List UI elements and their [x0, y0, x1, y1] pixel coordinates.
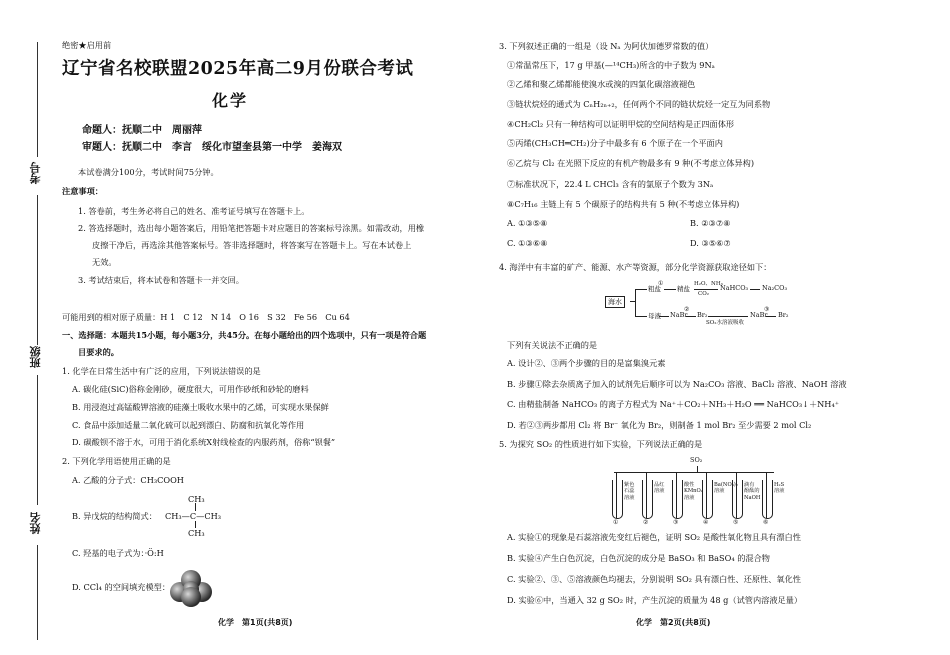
q2-option-c: C. 羟基的电子式为：·Ö:H: [72, 548, 164, 558]
tube-number: ①: [613, 519, 619, 526]
arrow-5: [686, 316, 696, 317]
tube-label: [774, 482, 784, 495]
tube-label-line-2: KMnO₄: [684, 488, 703, 495]
q5-option-a: A. 实验①的现象是石蕊溶液先变红后褪色，证明 SO₂ 是酸性氧化物且具有漂白性: [507, 532, 801, 542]
q3-item-3: ③链状烷烃的通式为 CₙH₂ₙ₊₂，任何两个不同的链状烷烃一定互为同系物: [507, 99, 771, 109]
tube-label: [684, 482, 703, 501]
q5-stem: 5. 为探究 SO₂ 的性质进行如下实验，下列说法正确的是: [499, 439, 703, 449]
arrow-4: [659, 316, 669, 317]
q1-option-c: C. 食品中添加适量二氧化硫可以起到漂白、防腐和抗氧化等作用: [72, 420, 305, 430]
q3-item-5: ⑤丙烯(CH₃CH═CH₂)分子中最多有 6 个原子在一个平面内: [507, 138, 723, 148]
q3-item-2: ②乙烯和聚乙烯都能使溴水或溴的四氯化碳溶液褪色: [507, 79, 696, 89]
q3-stem: 3. 下列叙述正确的一组是（设 Nₐ 为阿伏加德罗常数的值）: [499, 41, 714, 51]
isopentane-top: CH₃: [188, 494, 205, 504]
so2-source: SO₂: [690, 456, 703, 464]
q4-option-c: C. 由精盐制备 NaHCO₃ 的离子方程式为 Na⁺＋CO₂＋NH₃＋H₂O ══ NaHCO₃↓＋NH₄⁺: [507, 399, 840, 409]
tube-label-line-2: 酚酞的: [744, 488, 760, 495]
tube-glass: [702, 480, 713, 519]
tube-number: ②: [643, 519, 649, 526]
tube-label-line-3: 溶液: [684, 494, 695, 501]
tube-label-line-2: 石蕊: [624, 488, 635, 495]
tube-glass: [612, 480, 623, 519]
branch-upper-line: [635, 289, 647, 290]
q5-apparatus: [600, 456, 800, 526]
test-tube: [734, 472, 760, 526]
q2-option-a: A. 乙酸的分子式：CH₃COOH: [72, 475, 184, 485]
score-time-note: 本试卷满分100分，考试时间75分钟。: [78, 167, 219, 177]
arrow-2: [694, 289, 718, 290]
branch-line: [635, 289, 636, 316]
q3-item-4: ④CH₂Cl₂ 只有一种结构可以证明甲烷的空间结构是正四面体形: [507, 119, 735, 129]
seawater-box: 海水: [605, 296, 625, 308]
na2co3: Na₂CO₃: [762, 284, 788, 292]
tube-label-line-1: Ba(NO₃)₂: [714, 482, 738, 488]
q1-stem: 1. 化学在日常生活中有广泛的应用，下列说法错误的是: [62, 366, 261, 376]
q5-option-b: B. 实验④产生白色沉淀，白色沉淀的成分是 BaSO₃ 和 BaSO₄ 的混合物: [507, 553, 770, 563]
q4-lead: 下列有关说法不正确的是: [507, 340, 598, 350]
notice-3: 3. 考试结束后，将本试卷和答题卡一并交回。: [78, 275, 244, 285]
q2-option-d: D. CCl₄ 的空间填充模型：: [72, 582, 171, 592]
notice-2b: 皮擦干净后，再选涂其他答案标号。答非选择题时，将答案写在答题卡上。写在本试卷上: [92, 240, 412, 250]
q4-flowchart: [600, 280, 800, 326]
tube-glass: [672, 480, 683, 519]
q1-option-d: D. 碳酸钡不溶于水，可用于消化系统X射线检查的内服药剂，俗称“钡餐”: [72, 437, 336, 447]
atomic-masses: 可能用到的相对原子质量：H 1 C 12 N 14 O 16 S 32 Fe 56 Cu 64: [62, 312, 350, 322]
crude-salt: 粗盐: [648, 285, 661, 293]
tube-label-line-1: H₂S: [774, 482, 785, 488]
tube-label-line-2: 溶液: [774, 488, 785, 495]
tube-glass: [642, 480, 653, 519]
tube-label-line-1: 紫色: [624, 482, 635, 488]
q1-option-a: A. 碳化硅(SiC)俗称金刚砂，硬度很大，可用作砂纸和砂轮的磨料: [72, 384, 309, 394]
footer-left: 化学 第1页(共8页): [218, 618, 293, 627]
test-tube: [644, 472, 670, 526]
section1-heading: 一、选择题：本题共15小题，每小题3分，共45分。在每小题给出的四个选项中，只有一项是符合题: [62, 330, 427, 340]
footer-right: 化学 第2页(共8页): [636, 618, 711, 627]
step-1: ①: [658, 280, 664, 287]
tube-number: ⑥: [763, 519, 769, 526]
tube-label-line-2: 溶液: [654, 488, 665, 495]
q4-option-d: D. 若②③两步都用 Cl₂ 将 Br⁻ 氧化为 Br₂，则制备 1 mol Br₂ 至少需要 2 mol Cl₂: [507, 420, 812, 430]
test-tube: [614, 472, 640, 526]
nahco3: NaHCO₃: [720, 284, 749, 292]
q3-option-a: A. ①③⑤⑧: [507, 218, 548, 228]
arrow-3: [750, 289, 760, 290]
refined-salt: 精盐: [677, 285, 690, 293]
step-3: ③: [764, 306, 770, 313]
nabr: NaBr: [670, 311, 688, 319]
class-label: 班级: [29, 346, 42, 368]
class-line-bottom: [37, 375, 38, 505]
test-tube: [764, 472, 790, 526]
tube-label-line-1: 酸性: [684, 482, 695, 488]
tube-label-line-1: 滴有: [744, 482, 755, 488]
exam-number-label: 考号: [29, 162, 42, 184]
q3-item-6: ⑥乙烷与 Cl₂ 在光照下反应的有机产物最多有 9 种(不考虑立体异构): [507, 158, 755, 168]
notice-2a: 2. 答选择题时，选出每小题答案后，用铅笔把答题卡对应题目的答案标号涂黑。如需改动，用橡: [78, 223, 425, 233]
q4-option-b: B. 步骤①除去杂质离子加入的试剂先后顺序可以为 Na₂CO₃ 溶液、BaCl₂ 溶液、NaOH 溶液: [507, 379, 847, 389]
exam-title: 辽宁省名校联盟2025年高二9月份联合考试: [62, 59, 414, 79]
section1-heading-cont: 目要求的。: [78, 347, 119, 357]
test-tube: [673, 472, 703, 526]
q3-item-7: ⑦标准状况下，22.4 L CHCl₃ 含有的氯原子个数为 3Nₐ: [507, 179, 714, 189]
arrow-1: [664, 289, 676, 290]
tube-label: [654, 482, 664, 495]
q4-stem: 4. 海洋中有丰富的矿产、能源、水产等资源，部分化学资源获取途径如下：: [499, 262, 772, 272]
isopentane-bond-down: [195, 521, 196, 528]
q3-item-8: ⑧C₇H₁₆ 主链上有 5 个碳原子的结构共有 5 种(不考虑立体异构): [507, 199, 740, 209]
tube-label-line-2: 溶液: [714, 488, 725, 495]
authors-line: 命题人：抚顺二中 周丽萍: [82, 125, 202, 136]
notice-1: 1. 答卷前，考生务必将自己的姓名、准考证号填写在答题卡上。: [78, 206, 310, 216]
isopentane-bottom: CH₃: [188, 528, 205, 538]
q2-option-b: B. 异戊烷的结构简式：: [72, 511, 157, 521]
q5-option-c: C. 实验②、③、⑤溶液颜色均褪去，分别说明 SO₂ 具有漂白性、还原性、氧化性: [507, 574, 801, 584]
name-label: 姓名: [29, 512, 42, 534]
q4-option-a: A. 设计②、③两个步骤的目的是富集溴元素: [507, 358, 666, 368]
arrow-6: [708, 316, 748, 317]
tube-glass: [732, 480, 743, 519]
br2-final: Br₂: [778, 311, 789, 319]
nabr-2: NaBr: [750, 311, 768, 319]
tube-number: ④: [703, 519, 709, 526]
branch-lower-line: [635, 316, 647, 317]
q5-option-d: D. 实验⑥中，当通入 32 g SO₂ 时，产生沉淀的质量为 48 g（试管内溶液足量）: [507, 595, 803, 605]
so2-absorb: SO₂水溶液吸收: [706, 320, 744, 326]
side-strip: [4, 0, 44, 655]
tube-label-line-3: NaOH: [744, 494, 761, 501]
q2-stem: 2. 下列化学用语使用正确的是: [62, 456, 171, 466]
q3-option-b: B. ②③⑦⑧: [690, 218, 731, 228]
tube-label-line-3: 溶液: [624, 494, 635, 501]
arrow-7: [766, 316, 776, 317]
notice-2c: 无效。: [92, 257, 117, 267]
secret-mark: 绝密★启用前: [62, 40, 112, 50]
tube-label-line-1: 品红: [654, 482, 665, 488]
q3-item-1: ①常温常压下，17 g 甲基(—¹⁴CH₃)所含的中子数为 9Nₐ: [507, 60, 715, 70]
isopentane-bond-up: [195, 503, 196, 511]
q3-option-c: C. ①③⑥⑧: [507, 238, 548, 248]
br2: Br₂: [697, 311, 708, 319]
class-line-top: [37, 195, 38, 345]
reagents: H₂O、NH₃: [694, 281, 723, 287]
test-tube: [703, 472, 738, 526]
tube-label: [624, 482, 634, 501]
bittern: 母液: [648, 312, 661, 320]
reviewers-line: 审题人：抚顺二中 李言 绥化市望奎县第一中学 姜海双: [82, 142, 342, 153]
notice-title: 注意事项：: [62, 186, 103, 196]
subject-title: 化学: [212, 91, 249, 110]
step-2: ②: [684, 306, 690, 313]
q3-option-d: D. ③⑤⑥⑦: [690, 238, 731, 248]
q1-option-b: B. 用浸泡过高锰酸钾溶液的硅藻土吸收水果中的乙烯，可实现水果保鲜: [72, 402, 329, 412]
co2: CO₂: [698, 291, 709, 297]
exam-number-line: [37, 42, 38, 157]
isopentane-mid: CH₃—C—CH₃: [165, 511, 222, 521]
tube-label: [744, 482, 760, 501]
tube-number: ③: [673, 519, 679, 526]
ccl4-space-filling-model: [168, 568, 214, 608]
name-line: [37, 545, 38, 640]
tube-number: ⑤: [733, 519, 739, 526]
tube-glass: [762, 480, 773, 519]
